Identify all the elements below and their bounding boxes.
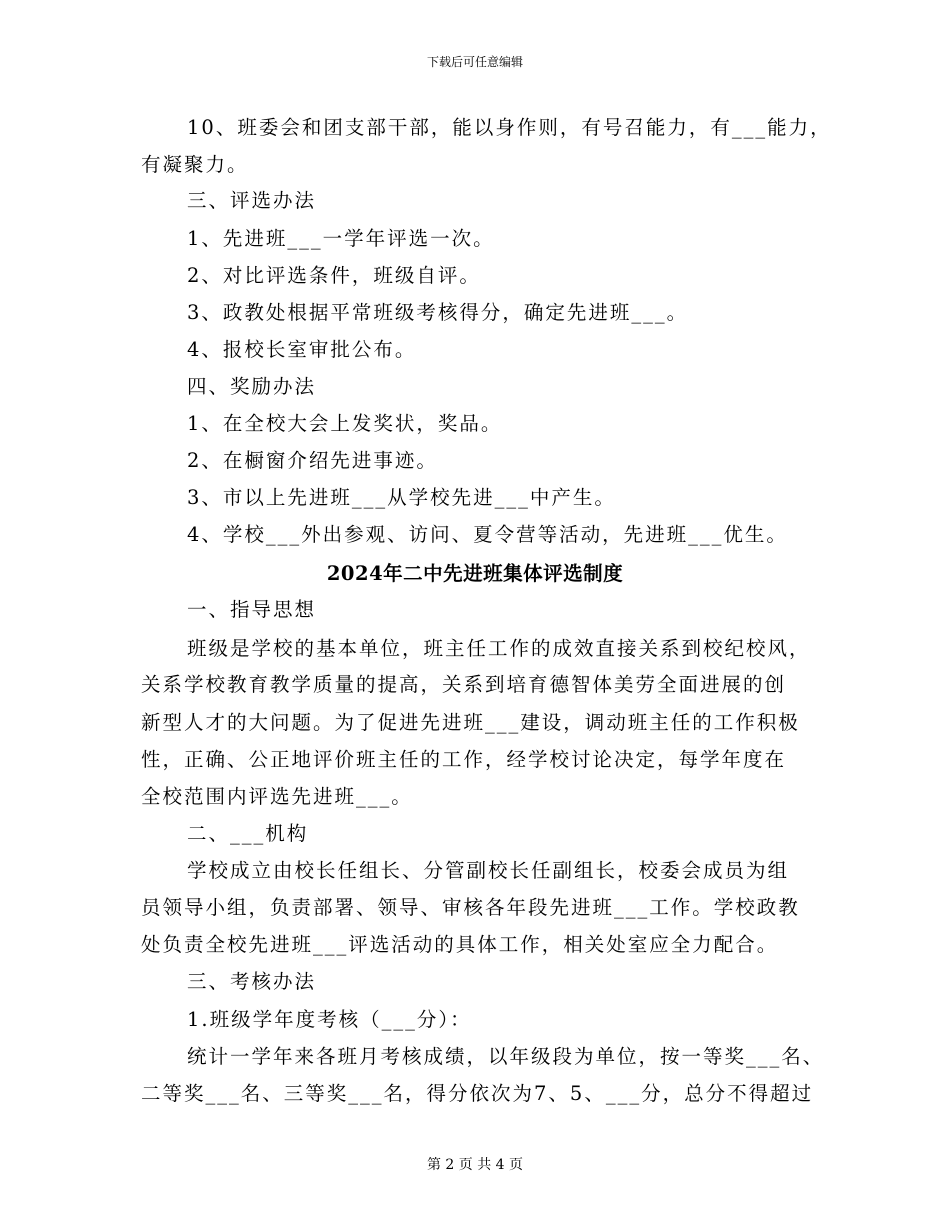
page-header-note: 下载后可任意编辑 <box>426 55 523 69</box>
paragraph-line: 全校范围内评选先进班___。 <box>141 785 413 808</box>
list-item: 3、政教处根据平常班级考核得分，确定先进班___。 <box>187 301 689 324</box>
list-item: 10、班委会和团支部干部，能以身作则，有号召能力，有___能力， <box>187 116 832 139</box>
list-item: 2、在橱窗介绍先进事迹。 <box>187 449 438 472</box>
list-item: 4、报校长室审批公布。 <box>187 338 417 361</box>
paragraph-line: 学校成立由校长任组长、分管副校长任副组长，校委会成员为组 <box>187 859 790 882</box>
paragraph-line: 新型人才的大问题。为了促进先进班___建设，调动班主任的工作积极 <box>141 711 800 734</box>
section-heading: 一、指导思想 <box>187 598 317 621</box>
list-item: 有凝聚力。 <box>141 153 249 176</box>
paragraph-line: 性，正确、公正地评价班主任的工作，经学校讨论决定，每学年度在 <box>141 748 787 771</box>
list-item: 1、先进班___一学年评选一次。 <box>187 227 495 250</box>
section-heading: 四、奖励办法 <box>187 375 317 398</box>
page-number: 第 2 页 共 4 页 <box>426 1157 524 1173</box>
list-item: 1、在全校大会上发奖状，奖品。 <box>187 412 503 435</box>
section-heading: 二、___机构 <box>187 822 309 845</box>
section-heading: 三、考核办法 <box>187 970 317 993</box>
list-item: 3、市以上先进班___从学校先进___中产生。 <box>187 486 616 509</box>
list-item: 4、学校___外出参观、访问、夏令营等活动，先进班___优生。 <box>187 523 788 546</box>
paragraph-line: 处负责全校先进班___评选活动的具体工作，相关处室应全力配合。 <box>141 933 779 956</box>
document-title: 2024年二中先进班集体评选制度 <box>326 562 624 585</box>
list-item: 2、对比评选条件，班级自评。 <box>187 264 481 287</box>
section-heading: 三、评选办法 <box>187 189 317 212</box>
paragraph-line: 班级是学校的基本单位，班主任工作的成效直接关系到校纪校风， <box>187 637 811 660</box>
paragraph-line: 统计一学年来各班月考核成绩，以年级段为单位，按一等奖___名、 <box>187 1045 825 1068</box>
list-item: 1.班级学年度考核（___分）： <box>187 1008 472 1031</box>
paragraph-line: 员领导小组，负责部署、领导、审核各年段先进班___工作。学校政教 <box>141 896 800 919</box>
paragraph-line: 二等奖___名、三等奖___名，得分依次为7、5、___分，总分不得超过 <box>141 1082 814 1105</box>
paragraph-line: 关系学校教育教学质量的提高，关系到培育德智体美劳全面进展的创 <box>141 673 787 696</box>
